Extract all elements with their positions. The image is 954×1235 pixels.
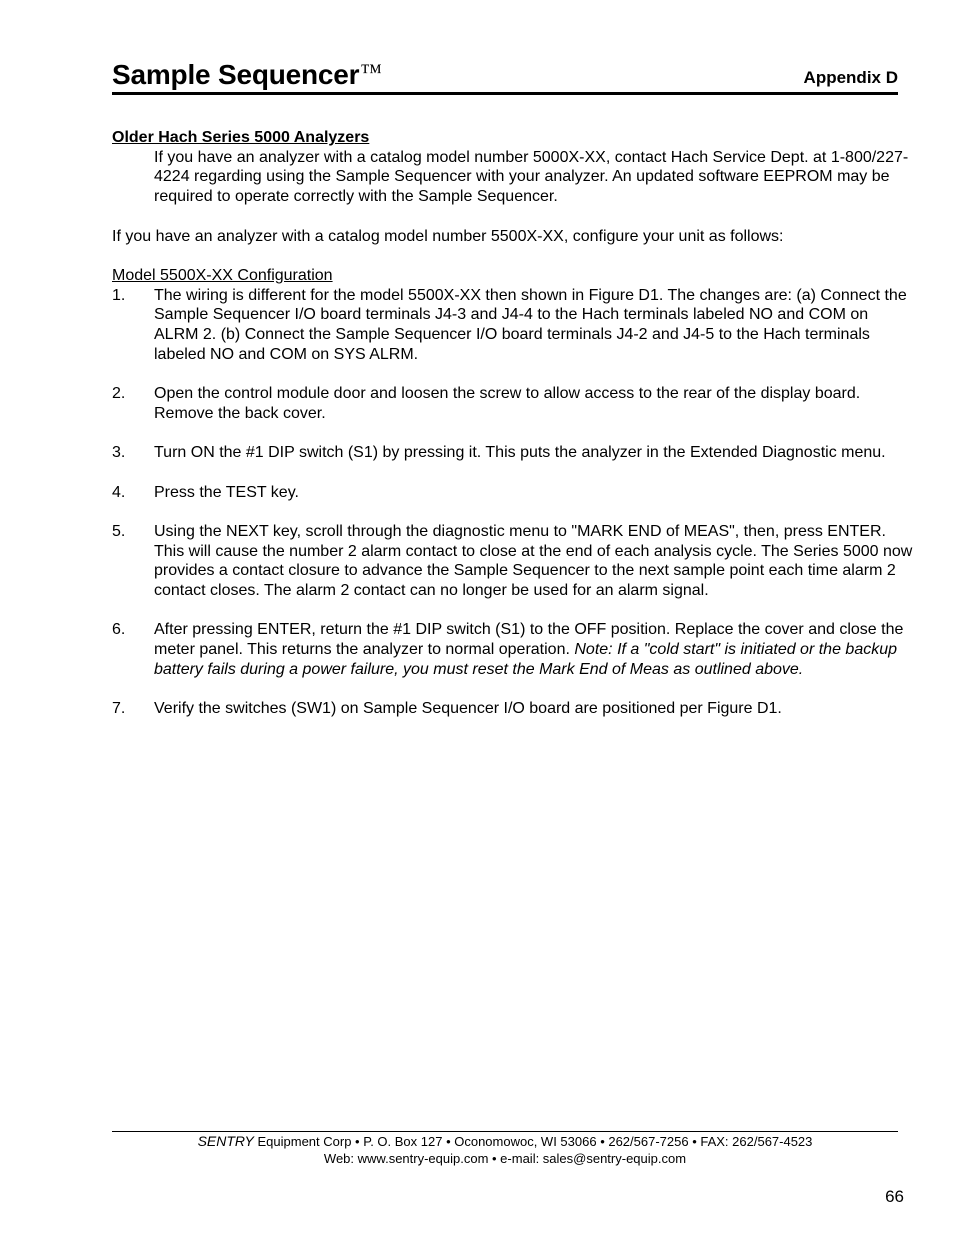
- page-footer: [112, 1133, 898, 1167]
- step-number: 6.: [112, 621, 126, 639]
- step-number: 4.: [112, 483, 126, 501]
- step-text: The wiring is different for the model 5500X-XX then shown in Figure D1. The changes are: (a) Connect the Sample Sequencer I/O board terminals J4-3 and J4-4 to the Hach terminals labeled NO and COM on ALRM 2. (b) Connect the Sample Sequencer I/O board terminals J4-2 and J4-5 to the Hach terminals labeled NO and COM on SYS ALRM.: [154, 286, 907, 363]
- footer-address: Equipment Corp • P. O. Box 127 • Oconomowoc, WI 53066 • 262/567-7256 • FAX: 262/567-4523: [257, 1134, 813, 1149]
- step-text: Turn ON the #1 DIP switch (S1) by pressing it. This puts the analyzer in the Extended Diagnostic menu.: [154, 444, 886, 462]
- step-item: [112, 483, 914, 503]
- step-text: Verify the switches (SW1) on Sample Sequencer I/O board are positioned per Figure D1.: [154, 700, 782, 718]
- step-item: [112, 620, 914, 679]
- page-header: [112, 56, 898, 95]
- title-text: Sample Sequencer: [112, 59, 360, 90]
- step-number: 5.: [112, 522, 126, 540]
- step-number: 7.: [112, 700, 126, 718]
- step-number: 2.: [112, 385, 126, 403]
- step-text: After pressing ENTER, return the #1 DIP switch (S1) to the OFF position. Replace the cover and close the meter panel. This returns the analyzer to normal operation.: [154, 621, 904, 659]
- trademark-symbol: ™: [360, 59, 382, 84]
- step-item: [112, 286, 914, 365]
- document-body: [112, 128, 914, 739]
- step-text: Open the control module door and loosen the screw to allow access to the rear of the display board. Remove the back cover.: [154, 385, 861, 422]
- appendix-label: Appendix D: [803, 68, 898, 87]
- footer-web-line: Web: www.sentry-equip.com • e-mail: sales@sentry-equip.com: [323, 1150, 687, 1166]
- step-text: Press the TEST key.: [154, 483, 299, 501]
- step-item: [112, 522, 914, 601]
- step-number: 3.: [112, 444, 126, 462]
- configuration-steps: [112, 286, 914, 719]
- intro-paragraph: If you have an analyzer with a catalog model number 5500X-XX, configure your unit as follows:: [112, 227, 784, 245]
- step-text: Using the NEXT key, scroll through the diagnostic menu to "MARK END of MEAS", then, press ENTER. This will cause the number 2 alarm contact to close at the end of each analysis cycle. The Series 5000 now provides a contact closure to advance the Sample Sequencer to the next sample point each time alarm 2 contact closes. The alarm 2 contact can no longer be used for an alarm signal.: [154, 522, 913, 600]
- step-item: [112, 699, 914, 719]
- step-item: [112, 384, 914, 423]
- step-number: 1.: [112, 286, 126, 304]
- page-title: [112, 59, 382, 91]
- footer-address-line: [112, 1133, 898, 1151]
- step-item: [112, 443, 914, 463]
- footer-brand: SENTRY: [197, 1133, 254, 1149]
- page-number: 66: [885, 1187, 904, 1206]
- footer-divider: [112, 1131, 898, 1132]
- configuration-heading: Model 5500X-XX Configuration: [112, 266, 333, 284]
- step-note: Note: If a "cold start" is initiated or the backup battery fails during a power failure, you must reset the Mark End of Meas as outlined above.: [154, 641, 898, 678]
- older-hach-paragraph: If you have an analyzer with a catalog model number 5000X-XX, contact Hach Service Dept. at 1-800/227-4224 regarding using the Sample Sequencer with your analyzer. An updated software EEPROM may be required to operate correctly with the Sample Sequencer.: [154, 148, 909, 206]
- older-hach-heading: Older Hach Series 5000 Analyzers: [112, 129, 370, 146]
